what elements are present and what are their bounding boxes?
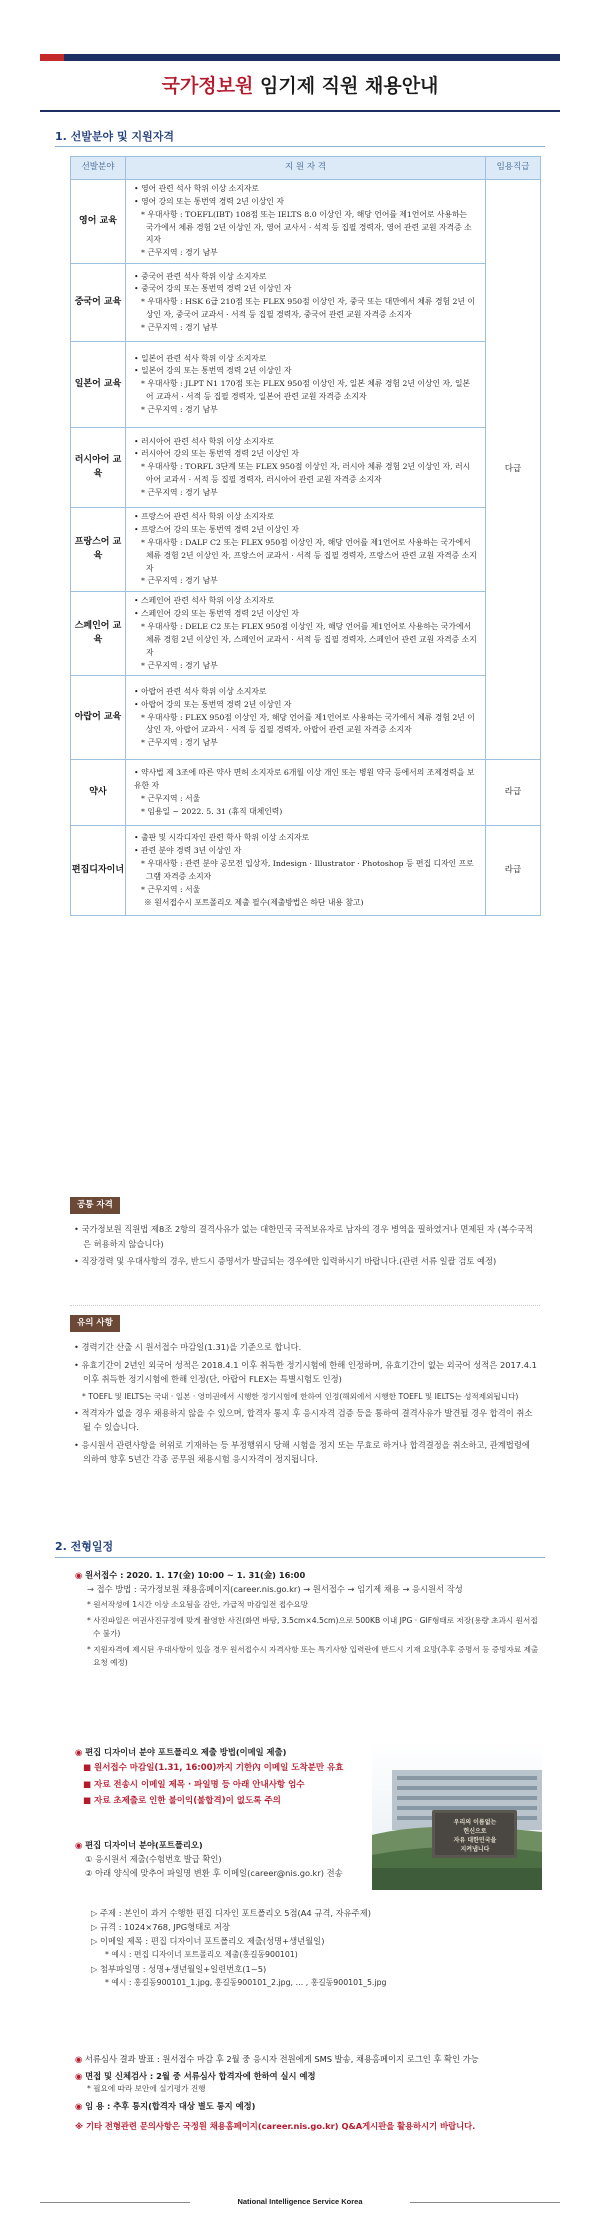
portfolio-details: [75, 1906, 545, 1989]
footer-text: National Intelligence Service Korea: [229, 2197, 370, 2206]
common-item: • 국가정보원 직원법 제8조 2항의 결격사유가 없는 대한민국 국적보유자로 남자의 경우 병역을 필하였거나 면제된 자 (복수국적은 허용하지 않습니다): [74, 1222, 539, 1251]
title-rest: 임기제 직원 채용안내: [253, 75, 439, 97]
qualification-detail: * 근무지역 : 경기 남부: [134, 660, 477, 673]
field-cell: 영어 교육: [71, 180, 126, 264]
sign-line: 헌신으로: [463, 1828, 487, 1835]
col-header-field: 선발분야: [71, 157, 126, 180]
qualification-detail: * 우대사항 : TOEFL(IBT) 108점 또는 IELTS 8.0 이상인 자, 해당 언어를 제1언어로 사용하는 국가에서 체류 경험 2년 이상인 자, 영어 교사서 · 석적 등 집필 경력자, 영어 관련 교원 자격증 소지자: [134, 209, 477, 248]
portfolio-warning: ■ 자료 전송시 이메일 제목 · 파일명 등 아래 안내사항 엄수: [75, 1778, 375, 1792]
test-note: * 필요에 따라 보안에 실기평가 진행: [75, 2083, 545, 2096]
schedule-later: [75, 2052, 545, 2133]
field-cell: 약사: [71, 760, 126, 826]
qualification-detail: * 우대사항 : DELE C2 또는 FLEX 950점 이상인 자, 해당 언어를 제1언어로 사용하는 국가에서 체류 경험 2년 이상인 자, 스페인어 교과서 · 서적 등 집필 경력자, 스페인어 관련 교원 자격증 소지자: [134, 621, 477, 660]
qualification-cell: [126, 264, 486, 342]
grade-cell: 라급: [486, 760, 541, 826]
portfolio-example: * 예시 : 편집 디자이너 포트폴리오 제출(홍길동900101): [75, 1948, 545, 1961]
table-header-row: [71, 157, 541, 180]
qualification-line: • 중국어 강의 또는 통번역 경력 2년 이상인 자: [134, 283, 477, 296]
table-row: [71, 180, 541, 264]
common-label: 공통 자격: [70, 1197, 120, 1214]
schedule-apply: [75, 1568, 545, 1670]
portfolio-step: ① 응시원서 제출(수험번호 발급 확인): [85, 1854, 222, 1865]
title-brand: 국가정보원: [161, 75, 254, 97]
portfolio-spec: ▷ 이메일 제목 : 편집 디자이너 포트폴리오 제출(성명+생년월일): [75, 1934, 545, 1948]
table-row: [71, 592, 541, 676]
qualification-detail: * 근무지역 : 경기 남부: [134, 322, 477, 335]
qualification-detail: * 근무지역 : 서울: [134, 793, 477, 806]
portfolio-sub-heading: ◉ 편집 디자이너 분야(포트폴리오): [75, 1838, 545, 1852]
field-cell: 스페인어 교육: [71, 592, 126, 676]
footer: [0, 2196, 600, 2208]
header-accent: [40, 54, 64, 61]
table-row: [71, 676, 541, 760]
portfolio-spec: ▷ 주제 : 본인이 과거 수행한 편집 디자인 포트폴리오 5점(A4 규격, 자유주제): [75, 1906, 545, 1920]
caution-block: [74, 1340, 539, 1470]
qualification-detail: * 우대사항 : 관련 분야 공모전 입상자, Indesign · Illustrator · Photoshop 등 편집 디자인 프로그램 자격증 소지자: [134, 858, 477, 884]
caution-label: 유의 사항: [70, 1315, 120, 1332]
qualification-line: • 스페인어 관련 석사 학위 이상 소지자로: [134, 595, 477, 608]
portfolio-warning: ■ 원서접수 마감일(1.31, 16:00)까지 기한內 이메일 도착분만 유효: [75, 1761, 375, 1775]
qualification-detail: * 우대사항 : HSK 6급 210점 또는 FLEX 950점 이상인 자, 중국 또는 대만에서 체류 경험 2년 이상인 자, 중국어 교과서 · 서적 등 집필 경력자, 중국어 관련 교원 자격증 소지자: [134, 296, 477, 322]
qualifications-table: [70, 156, 541, 916]
field-cell: 편집디자이너: [71, 826, 126, 916]
caution-item: • 경력기간 산출 시 원서접수 마감일(1.31)을 기준으로 합니다.: [74, 1340, 539, 1355]
qualification-line: • 일본어 관련 석사 학위 이상 소지자로: [134, 353, 477, 366]
sign-line: 지켜냅니다: [460, 1846, 490, 1853]
qualification-detail: * 임용일 ~ 2022. 5. 31 (휴직 대체인력): [134, 806, 477, 819]
portfolio-heading: ◉ 편집 디자이너 분야 포트폴리오 제출 방법(이메일 제출): [75, 1745, 375, 1759]
test-line: ◉ 면접 및 신체검사 : 2월 중 서류심사 합격자에 한하여 실시 예정: [75, 2069, 545, 2083]
caution-item: • 유효기간이 2년인 외국어 성적은 2018.4.1 이후 취득한 정기시험에 한해 인정하며, 유효기간이 없는 외국어 성적은 2017.4.1 이후 취득한 정기시험에 한해 인정(단, 아랍어 FLEX는 특별시험도 인정): [74, 1358, 539, 1387]
qualification-cell: [126, 428, 486, 508]
qualification-line: • 관련 분야 경력 3년 이상인 자: [134, 845, 477, 858]
portfolio-example: * 예시 : 홍길동900101_1.jpg, 홍길동900101_2.jpg, … , 홍길동900101_5.jpg: [75, 1976, 545, 1989]
section2-title: 2. 전형일정: [55, 1540, 114, 1553]
apply-heading: ◉ 원서접수 : 2020. 1. 17(金) 10:00 ~ 1. 31(金) 16:00: [75, 1568, 545, 1582]
caution-item: • 적격자가 없을 경우 채용하지 않을 수 있으며, 합격자 통지 후 응시자격 검증 등을 통하여 결격사유가 발견될 경우 합격이 취소될 수 있습니다.: [74, 1406, 539, 1435]
title-divider: [40, 110, 560, 112]
qualification-detail: * 근무지역 : 경기 남부: [134, 575, 477, 588]
qualification-line: • 영어 강의 또는 통번역 경력 2년 이상인 자: [134, 196, 477, 209]
qualification-line: • 아랍어 강의 또는 통번역 경력 2년 이상인 자: [134, 699, 477, 712]
qualification-line: • 프랑스어 강의 또는 통번역 경력 2년 이상인 자: [134, 524, 477, 537]
qualification-line: • 러시아어 강의 또는 통번역 경력 2년 이상인 자: [134, 448, 477, 461]
qualification-detail: * 우대사항 : JLPT N1 170점 또는 FLEX 950점 이상인 자, 일본 체류 경험 2년 이상인 자, 일본어 교과서 · 서적 등 집필 경력자, 일본어 관련 교원 자격증 소지자: [134, 378, 477, 404]
portfolio-step: ② 아래 양식에 맞추어 파일명 변환 후 이메일(career@nis.go.kr) 전송: [85, 1868, 343, 1879]
qualification-detail: * 근무지역 : 경기 남부: [134, 247, 477, 260]
sign-line: 자유 대한민국을: [453, 1837, 497, 1844]
col-header-qualification: 지 원 자 격: [126, 157, 486, 180]
qualification-line: • 영어 관련 석사 학위 이상 소지자로: [134, 183, 477, 196]
qualification-cell: [126, 826, 486, 916]
qualification-detail: * 근무지역 : 경기 남부: [134, 487, 477, 500]
section2-rule: [55, 1557, 545, 1558]
field-cell: 러시아어 교육: [71, 428, 126, 508]
page-title: [0, 72, 600, 101]
table-row: [71, 428, 541, 508]
apply-note: * 원서작성에 1시간 이상 소요됨을 감안, 가급적 마감일전 접수요망: [75, 1599, 545, 1612]
qualification-line: • 중국어 관련 석사 학위 이상 소지자로: [134, 271, 477, 284]
qualification-cell: [126, 676, 486, 760]
portfolio-sub-block: [75, 1838, 545, 1880]
field-cell: 중국어 교육: [71, 264, 126, 342]
qualification-line: • 프랑스어 관련 석사 학위 이상 소지자로: [134, 511, 477, 524]
table-row: [71, 508, 541, 592]
common-block: [74, 1222, 539, 1272]
common-item: • 직장경력 및 우대사항의 경우, 반드시 증명서가 발급되는 경우에만 입력하시기 바랍니다.(관련 서류 일괄 검토 예정): [74, 1254, 539, 1269]
qualification-line: • 출판 및 시각디자인 관련 학사 학위 이상 소지자로: [134, 832, 477, 845]
qualification-cell: [126, 760, 486, 826]
grade-cell: 라급: [486, 826, 541, 916]
qualification-detail: * 근무지역 : 서울: [134, 884, 477, 897]
caution-item: • 응시원서 관련사항을 허위로 기재하는 등 부정행위시 당해 시험을 정지 또는 무효로 하거나 합격결정을 취소하고, 관계법령에 의하여 향후 5년간 각종 공무원 채용시험 응시자격이 정지됩니다.: [74, 1438, 539, 1467]
divider: [70, 1305, 540, 1306]
apply-note: * 사진파일은 여권사진규정에 맞게 촬영한 사진(화면 바탕, 3.5cm×4.5cm)으로 500KB 이내 JPG · GIF형태로 저장(용량 초과시 원서접수 불가): [75, 1615, 545, 1641]
portfolio-block: [75, 1745, 375, 1808]
field-cell: 프랑스어 교육: [71, 508, 126, 592]
table-row: [71, 342, 541, 428]
qualification-line: • 아랍어 관련 석사 학위 이상 소지자로: [134, 686, 477, 699]
apply-method: → 접수 방법 : 국가정보원 채용홈페이지(career.nis.go.kr) → 원서접수 → 임기제 채용 → 응시원서 작성: [75, 1582, 545, 1596]
qualification-detail: * 우대사항 : DALF C2 또는 FLEX 950점 이상인 자, 해당 언어를 제1언어로 사용하는 국가에서 체류 경험 2년 이상인 자, 프랑스어 교과서 · 서적 등 집필 경력자, 프랑스어 관련 교원 자격증 소지자: [134, 537, 477, 576]
apply-note: * 지원자격에 제시된 우대사항이 있을 경우 원서접수시 자격사항 또는 특기사항 입력란에 반드시 기재 요망(추후 증명서 등 증빙자료 제출 요청 예정): [75, 1644, 545, 1670]
qualification-line: • 러시아어 관련 석사 학위 이상 소지자로: [134, 436, 477, 449]
qualification-detail: * 우대사항 : FLEX 950점 이상인 자, 해당 언어를 제1언어로 사용하는 국가에서 체류 경험 2년 이상인 자, 아랍어 교과서 · 서적 등 집필 경력자, 아랍어 관련 교원 자격증 소지자: [134, 712, 477, 738]
qualification-cell: [126, 508, 486, 592]
grade-cell: 다급: [486, 180, 541, 760]
portfolio-warning: ■ 자료 초제출로 인한 불이익(불합격)이 없도록 주의: [75, 1794, 375, 1808]
portfolio-spec: ▷ 규격 : 1024×768, JPG형태로 저장: [75, 1920, 545, 1934]
qualification-cell: [126, 342, 486, 428]
qualification-line: • 일본어 강의 또는 통번역 경력 2년 이상인 자: [134, 365, 477, 378]
qualification-detail: * 우대사항 : TORFL 3단계 또는 FLEX 950점 이상인 자, 러시아 체류 경험 2년 이상인 자, 러시아어 교과서 · 서적 등 집필 경력자, 러시아어 관련 교원 자격증 소지자: [134, 461, 477, 487]
field-cell: 일본어 교육: [71, 342, 126, 428]
qualification-cell: [126, 180, 486, 264]
qualification-cell: [126, 592, 486, 676]
sign-line: 우리의 이름없는: [453, 1819, 497, 1826]
section1-title: 1. 선발분야 및 지원자격: [55, 130, 174, 143]
result-line: ◉ 서류심사 결과 발표 : 원서접수 마감 후 2월 중 응시자 전원에게 SMS 발송, 채용홈페이지 로그인 후 확인 가능: [75, 2052, 545, 2066]
final-note: ※ 기타 전형관련 문의사항은 국정원 채용홈페이지(career.nis.go.kr) Q&A게시판을 활용하시기 바랍니다.: [75, 2119, 545, 2133]
table-row: [71, 760, 541, 826]
col-header-grade: 임용직급: [486, 157, 541, 180]
table-row: [71, 826, 541, 916]
qualifications-body: [71, 180, 541, 916]
qualification-line: • 약사법 제 3조에 따른 약사 면허 소지자로 6개월 이상 개인 또는 병원 약국 등에서의 조제경력을 보유한 자: [134, 767, 477, 793]
table-row: [71, 264, 541, 342]
portfolio-spec: ▷ 첨부파일명 : 성명+생년월일+일련번호(1~5): [75, 1962, 545, 1976]
qualification-line: • 스페인어 강의 또는 통번역 경력 2년 이상인 자: [134, 608, 477, 621]
qualification-detail: * 근무지역 : 경기 남부: [134, 737, 477, 750]
header-bar: [40, 54, 560, 61]
qualification-note: ※ 원서접수시 포트폴리오 제출 필수(제출방법은 하단 내용 참고): [134, 897, 477, 910]
appoint-line: ◉ 임 용 : 추후 통지(합격자 대상 별도 통지 예정): [75, 2099, 545, 2113]
caution-footnote: * TOEFL 및 IELTS는 국내 · 일본 · 영미권에서 시행한 정기시험에 한하여 인정(해외에서 시행한 TOEFL 및 IELTS는 성적제외됩니다): [74, 1390, 539, 1403]
field-cell: 아랍어 교육: [71, 676, 126, 760]
section1-rule: [55, 146, 545, 147]
qualification-detail: * 근무지역 : 경기 남부: [134, 404, 477, 417]
